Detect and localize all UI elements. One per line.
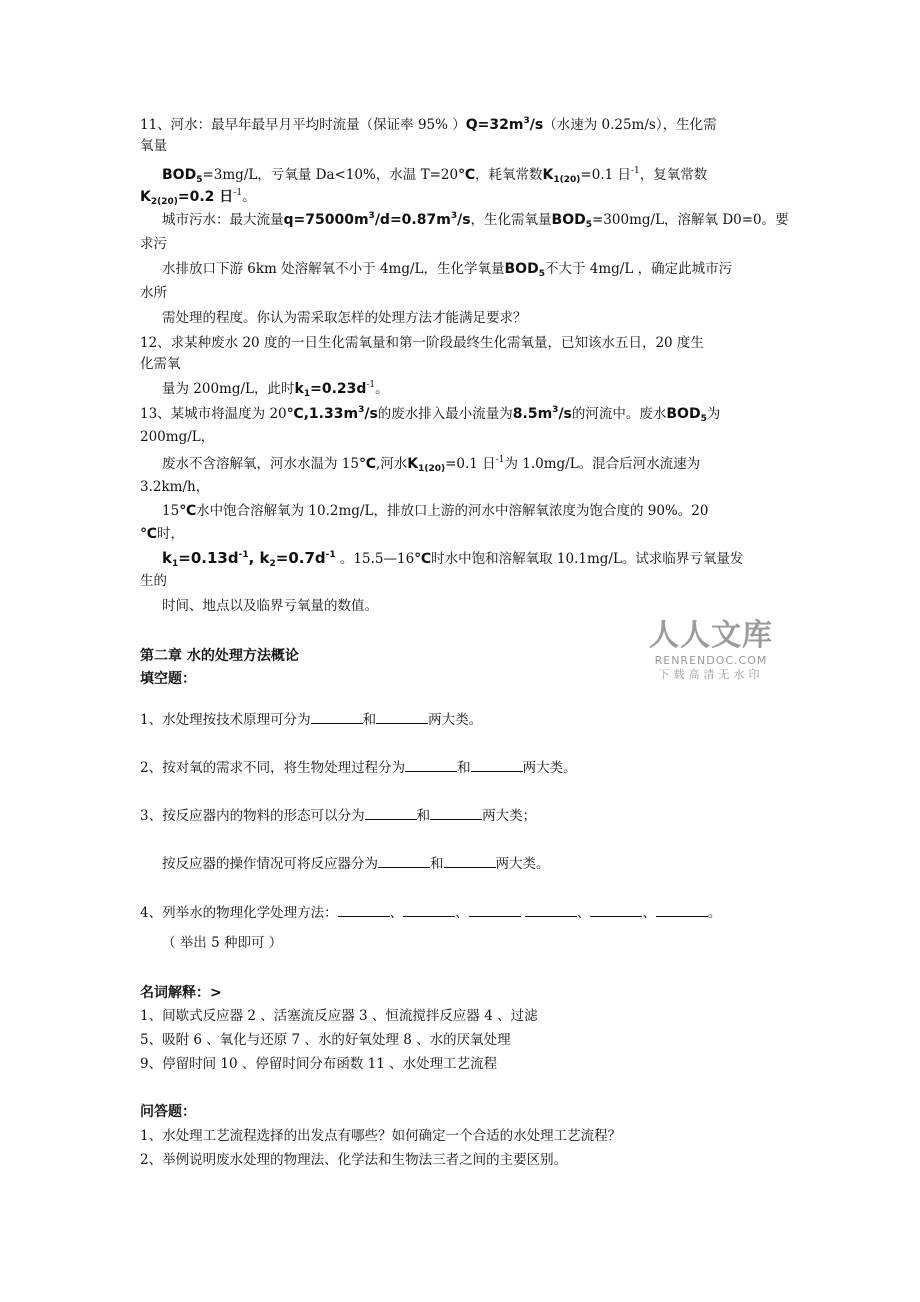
watermark-title: 人人文库 [649,618,773,653]
blank [469,904,521,917]
watermark [647,618,775,682]
blank [471,759,523,772]
p12-line2: 化需氧 [140,356,181,372]
blank [403,904,455,917]
fill-q4: 4、列举水的物理化学处理方法： 、 、 、 、 。 [140,905,722,921]
p13-line5: 15℃水中饱合溶解氧为 10.2mg/L，排放口上游的河水中溶解氧浓度为饱合度的 90%。20 [162,503,709,519]
p13-line8: 生的 [140,573,167,589]
blank [376,711,428,724]
p13-line6: ℃时， [140,526,184,542]
blank [525,904,577,917]
blank [405,759,457,772]
chapter-title: 第二章 水的处理方法概论 [140,648,299,664]
p11-line2: 氧量 [140,138,167,154]
terms-line: 5、吸附 6 、氧化与还原 7 、水的好氧处理 8 、水的厌氧处理 [140,1032,511,1048]
p11-line5: 城市污水：最大流量$q=75000m^3/d=0.87m^3/s$，生化需氧量$BOD_5=300mg/L$，溶解氧 D0=0。要 [162,211,789,230]
blank [365,807,417,820]
blank [338,904,390,917]
watermark-url: RENRENDOC.COM [654,654,768,667]
fill-heading: 填空题： [140,671,196,687]
p13-line3: 废水不含溶解氧，河水水温为 15℃,河水$K_{1(20)}=0.1$ 日$^{-1}$为 1.0mg/L。混合后河水流速为 [162,455,701,474]
fill-q1: 1、水处理按技术原理可分为 和 两大类。 [140,712,483,728]
terms-line: 9、停留时间 10 、停留时间分布函数 11 、水处理工艺流程 [140,1056,498,1072]
blank [444,855,496,868]
p11-line6: 求污 [140,236,167,252]
p11-line9: 需处理的程度。你认为需采取怎样的处理方法才能满足要求？ [162,310,527,326]
qa-item: 1、水处理工艺流程选择的出发点有哪些？如何确定一个合适的水处理工艺流程？ [140,1128,622,1144]
terms-line: 1、间歇式反应器 2 、活塞流反应器 3 、恒流搅拌反应器 4 、过滤 [140,1008,538,1024]
fill-q3-part2: 按反应器的操作情况可将反应器分为 和 两大类。 [162,856,550,872]
p13-line9: 时间、地点以及临界亏氧量的数值。 [162,598,378,614]
blank [378,855,430,868]
p13-line2: 200mg/L， [140,429,215,445]
qa-heading: 问答题： [140,1104,196,1120]
p11-line4: $K_{2(20)}=0.2$ 日$^{-1}$。 [140,188,256,207]
p13-line7: $k_1=0.13d^{-1}$, $k_2=0.7d^{-1}$ 。15.5—16℃时水中饱和溶解氧取 10.1mg/L。试求临界亏氧量发 [162,549,744,569]
p12-line1: 12、求某种废水 20 度的一日生化需氧量和第一阶段最终生化需氧量，已知该水五日，20 度生 [140,335,704,351]
blank [430,807,482,820]
watermark-slogan: 下载高清无水印 [658,668,764,681]
fill-q3: 3、按反应器内的物料的形态可以分为 和 两大类； [140,808,537,824]
p13-line1: 13、某城市将温度为 $20℃,1.33m^3/s$的废水排入最小流量为$8.5m^3/s$的河流中。废水$BOD_5$为 [140,405,721,424]
blank [590,904,642,917]
fill-q2: 2、按对氧的需求不同，将生物处理过程分为 和 两大类。 [140,760,577,776]
p11-line3: $BOD_5=3mg/L$，亏氧量 Da<10%，水温 T=20℃，耗氧常数$K_{1(20)}=0.1$ 日$^{-1}$，复氧常数 [162,166,708,185]
p11-line7: 水排放口下游 6km 处溶解氧不小于 4mg/L，生化学氧量$BOD_5$不大于 4mg/L ，确定此城市污 [162,261,733,279]
p11-line8: 水所 [140,285,167,301]
fill-q4-note: （ 举出 5 种即可 ） [162,935,283,951]
p12-line3: 量为 200mg/L，此时$k_1=0.23d^{-1}$。 [162,380,389,399]
qa-item: 2、举例说明废水处理的物理法、化学法和生物法三者之间的主要区别。 [140,1152,568,1168]
terms-heading: 名词解释：> [140,985,222,1001]
blank [311,711,363,724]
p11-line1: 11、河水：最早年最早月平均时流量（保证率 95% ）$Q=32m^3/s$（水速为 0.25m/s），生化需 [140,116,717,133]
p13-line4: 3.2km/h， [140,479,210,495]
blank [656,904,708,917]
